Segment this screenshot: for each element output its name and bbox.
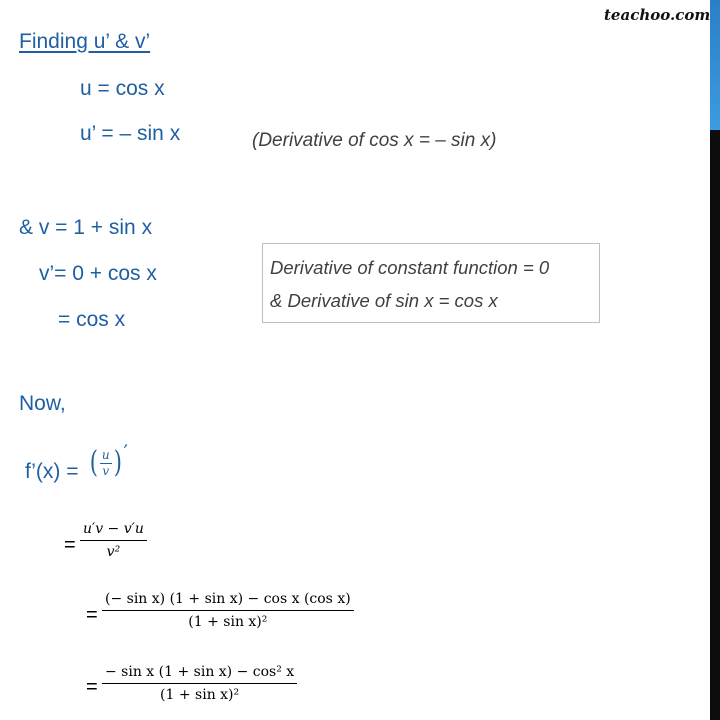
teachoo-logo: teachoo.com <box>604 6 711 24</box>
step-2-fraction <box>102 590 354 631</box>
step-2-numerator: (− sin x) (1 + sin x) − cos x (cos x) <box>105 591 351 607</box>
u-definition: u = cos x <box>80 77 165 100</box>
step-1-fraction <box>80 520 147 561</box>
heading-finding-derivatives: Finding u’ & v’ <box>19 30 151 53</box>
u-over-v <box>100 449 112 478</box>
fraction-numerator-u: u <box>101 447 110 462</box>
right-paren: ) <box>113 445 122 480</box>
step-1-numerator: u′v − v′u <box>83 521 144 537</box>
now-label: Now, <box>19 392 66 415</box>
step-1-equals: = <box>64 534 76 556</box>
step-3-numerator: − sin x (1 + sin x) − cos² x <box>105 664 295 680</box>
u-prime: u’ = – sin x <box>80 122 181 145</box>
note-cos-derivative: (Derivative of cos x = – sin x) <box>252 130 497 151</box>
step-2-denominator: (1 + sin x)² <box>188 614 268 631</box>
step-3-bar <box>102 683 297 684</box>
note-box <box>262 243 600 323</box>
u-over-v-fraction <box>88 440 128 480</box>
prime-mark: ′ <box>123 440 128 464</box>
note-box-line-2: & Derivative of sin x = cos x <box>270 290 498 311</box>
step-1-bar <box>80 540 147 541</box>
v-prime: v’= 0 + cos x <box>39 262 157 285</box>
side-bar <box>710 130 720 720</box>
step-3-fraction <box>102 663 297 704</box>
v-prime-result: = cos x <box>58 308 126 331</box>
left-paren: ( <box>89 445 98 480</box>
note-box-line-1: Derivative of constant function = 0 <box>270 257 550 278</box>
step-3-equals: = <box>86 676 98 698</box>
step-2-bar <box>102 610 354 611</box>
fprime-lhs: f’(x) = <box>25 460 79 483</box>
scrollbar-accent <box>710 0 720 130</box>
v-definition: & v = 1 + sin x <box>19 216 153 239</box>
fraction-denominator-v: v <box>102 463 110 478</box>
step-2-equals: = <box>86 604 98 626</box>
step-1-denominator: v² <box>106 544 121 561</box>
step-3-denominator: (1 + sin x)² <box>160 687 240 704</box>
